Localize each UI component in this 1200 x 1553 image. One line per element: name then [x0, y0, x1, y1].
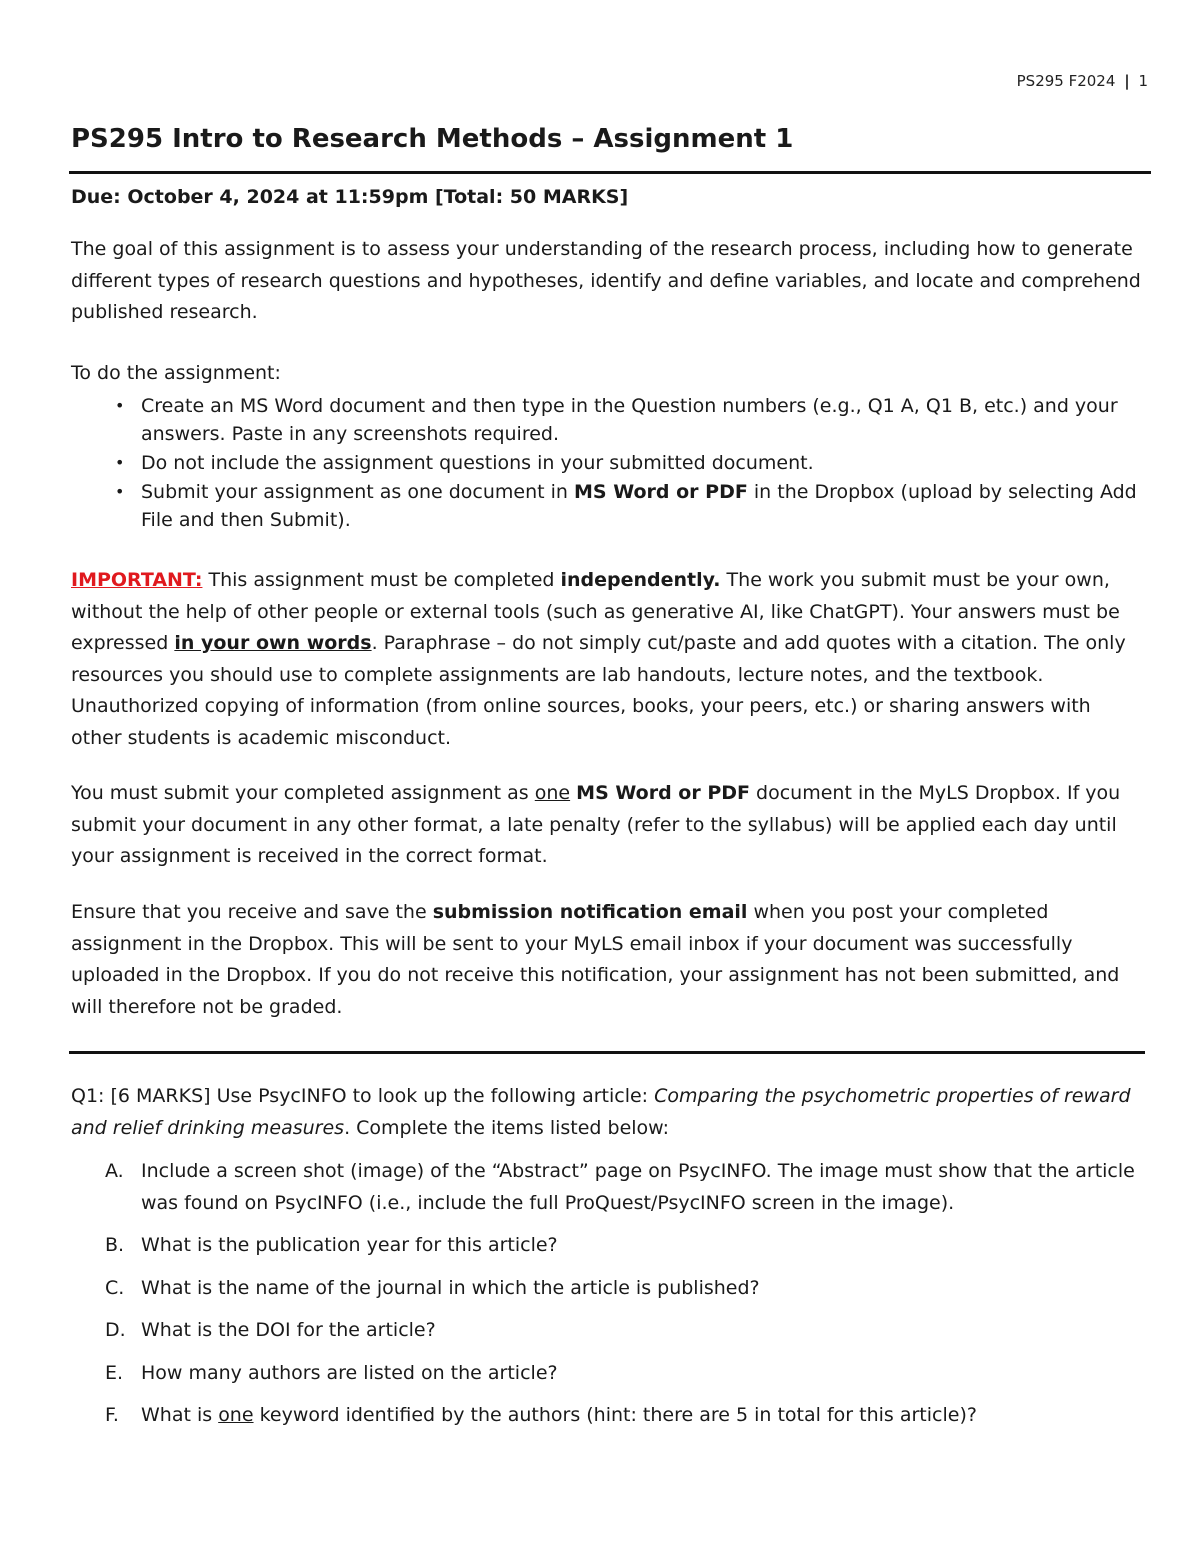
section-divider	[69, 1051, 1145, 1054]
bullet-text: Create an MS Word document and then type in the Question numbers (e.g., Q1 A, Q1 B, etc.) and your answers. Paste in any screenshots required.	[141, 395, 1118, 445]
one-keyword-emphasis: one	[218, 1404, 254, 1426]
todo-heading: To do the assignment:	[71, 362, 281, 384]
item-letter: C.	[105, 1276, 125, 1299]
page-header	[1017, 72, 1148, 90]
ensure-text: Ensure that you receive and save the	[71, 901, 433, 923]
question-1-prompt	[71, 1081, 1146, 1144]
bullet-text-part: in the Dropbox (upload by selecting Add File and then Submit).	[141, 481, 1137, 531]
bullet-text-bold: MS Word or PDF	[574, 481, 748, 503]
item-letter: E.	[105, 1361, 124, 1384]
item-text: What is the name of the journal in which the article is published?	[141, 1276, 760, 1299]
question-item-b	[71, 1230, 1146, 1262]
course-code: PS295 F2024	[1016, 72, 1116, 90]
item-text: Include a screen shot (image) of the “Abstract” page on PsycINFO. The image must show that the article was found on PsycINFO (i.e., include the full ProQuest/PsycINFO screen in the image).	[141, 1160, 1135, 1214]
submit-text: You must submit your completed assignment as	[71, 782, 535, 804]
bullet-icon: •	[115, 453, 125, 472]
independently-emphasis: independently.	[560, 569, 721, 591]
question-item-a	[71, 1156, 1146, 1219]
question-item-e	[71, 1358, 1146, 1390]
question-1-items	[71, 1156, 1146, 1443]
article-title: Comparing the psychometric properties of reward and relief drinking measures	[71, 1085, 1131, 1139]
format-emphasis: MS Word or PDF	[576, 782, 750, 804]
item-letter: A.	[105, 1160, 124, 1182]
question-item-f	[71, 1400, 1146, 1432]
q1-text: . Complete the items listed below:	[344, 1116, 670, 1139]
submission-format-paragraph	[71, 778, 1146, 873]
important-text: . Paraphrase – do not simply cut/paste and add quotes with a citation. The only resources you should use to complete assignments are lab handouts, lecture notes, and the textbook. Unauthorized copying of information (from online sources, books, your peers, etc.) or sharing answers with other students is academic misconduct.	[71, 632, 1126, 749]
bullet-text: Do not include the assignment questions in your submitted document.	[141, 452, 814, 474]
own-words-emphasis: in your own words	[174, 632, 372, 654]
list-item	[71, 449, 1146, 477]
instructions-list	[71, 392, 1146, 535]
important-paragraph	[71, 565, 1146, 754]
item-text: What is	[141, 1404, 219, 1426]
bullet-text-part: Submit your assignment as one document in	[141, 481, 574, 503]
list-item	[71, 478, 1146, 534]
item-text: What is the DOI for the article?	[141, 1319, 436, 1341]
one-emphasis: one	[534, 782, 571, 804]
header-separator: |	[1124, 72, 1130, 90]
question-item-d	[71, 1315, 1146, 1347]
important-text: The work you submit must be your own, without the help of other people or external tools (such as generative AI, like ChatGPT). Your answers must be expressed	[71, 569, 1120, 654]
important-label: IMPORTANT:	[71, 569, 203, 591]
ensure-text: when you post your completed assignment in the Dropbox. This will be sent to your MyLS email inbox if your document was successfully uploaded in the Dropbox. If you do not receive this notification, your assignment has not been submitted, and will therefore not be graded.	[71, 901, 1120, 1018]
submit-text: document in the MyLS Dropbox. If you submit your document in any other format, a late penalty (refer to the syllabus) will be applied each day until your assignment is received in the correct format.	[71, 782, 1121, 867]
notification-paragraph	[71, 897, 1146, 1023]
bullet-icon: •	[115, 396, 125, 415]
title-divider	[69, 171, 1151, 174]
list-item	[71, 392, 1146, 448]
item-letter: F.	[105, 1404, 119, 1426]
item-letter: B.	[105, 1234, 125, 1256]
document-title: PS295 Intro to Research Methods – Assignment 1	[71, 124, 794, 154]
page-number: 1	[1138, 72, 1148, 90]
q1-text: Q1: [6 MARKS] Use PsycINFO to look up the following article:	[71, 1085, 655, 1107]
question-item-c	[71, 1273, 1146, 1305]
intro-paragraph: The goal of this assignment is to assess your understanding of the research process, including how to generate different types of research questions and hypotheses, identify and define variables, and locate and comprehend published research.	[71, 238, 1141, 323]
important-text: This assignment must be completed	[202, 569, 561, 591]
bullet-icon: •	[115, 482, 125, 501]
item-text: keyword identified by the authors (hint: there are 5 in total for this article)?	[253, 1404, 977, 1426]
item-text: How many authors are listed on the article?	[141, 1361, 558, 1384]
notification-email-emphasis: submission notification email	[432, 901, 748, 923]
item-text: What is the publication year for this article?	[141, 1234, 558, 1256]
due-date-line: Due: October 4, 2024 at 11:59pm [Total: 50 MARKS]	[71, 186, 629, 208]
item-letter: D.	[105, 1319, 126, 1341]
